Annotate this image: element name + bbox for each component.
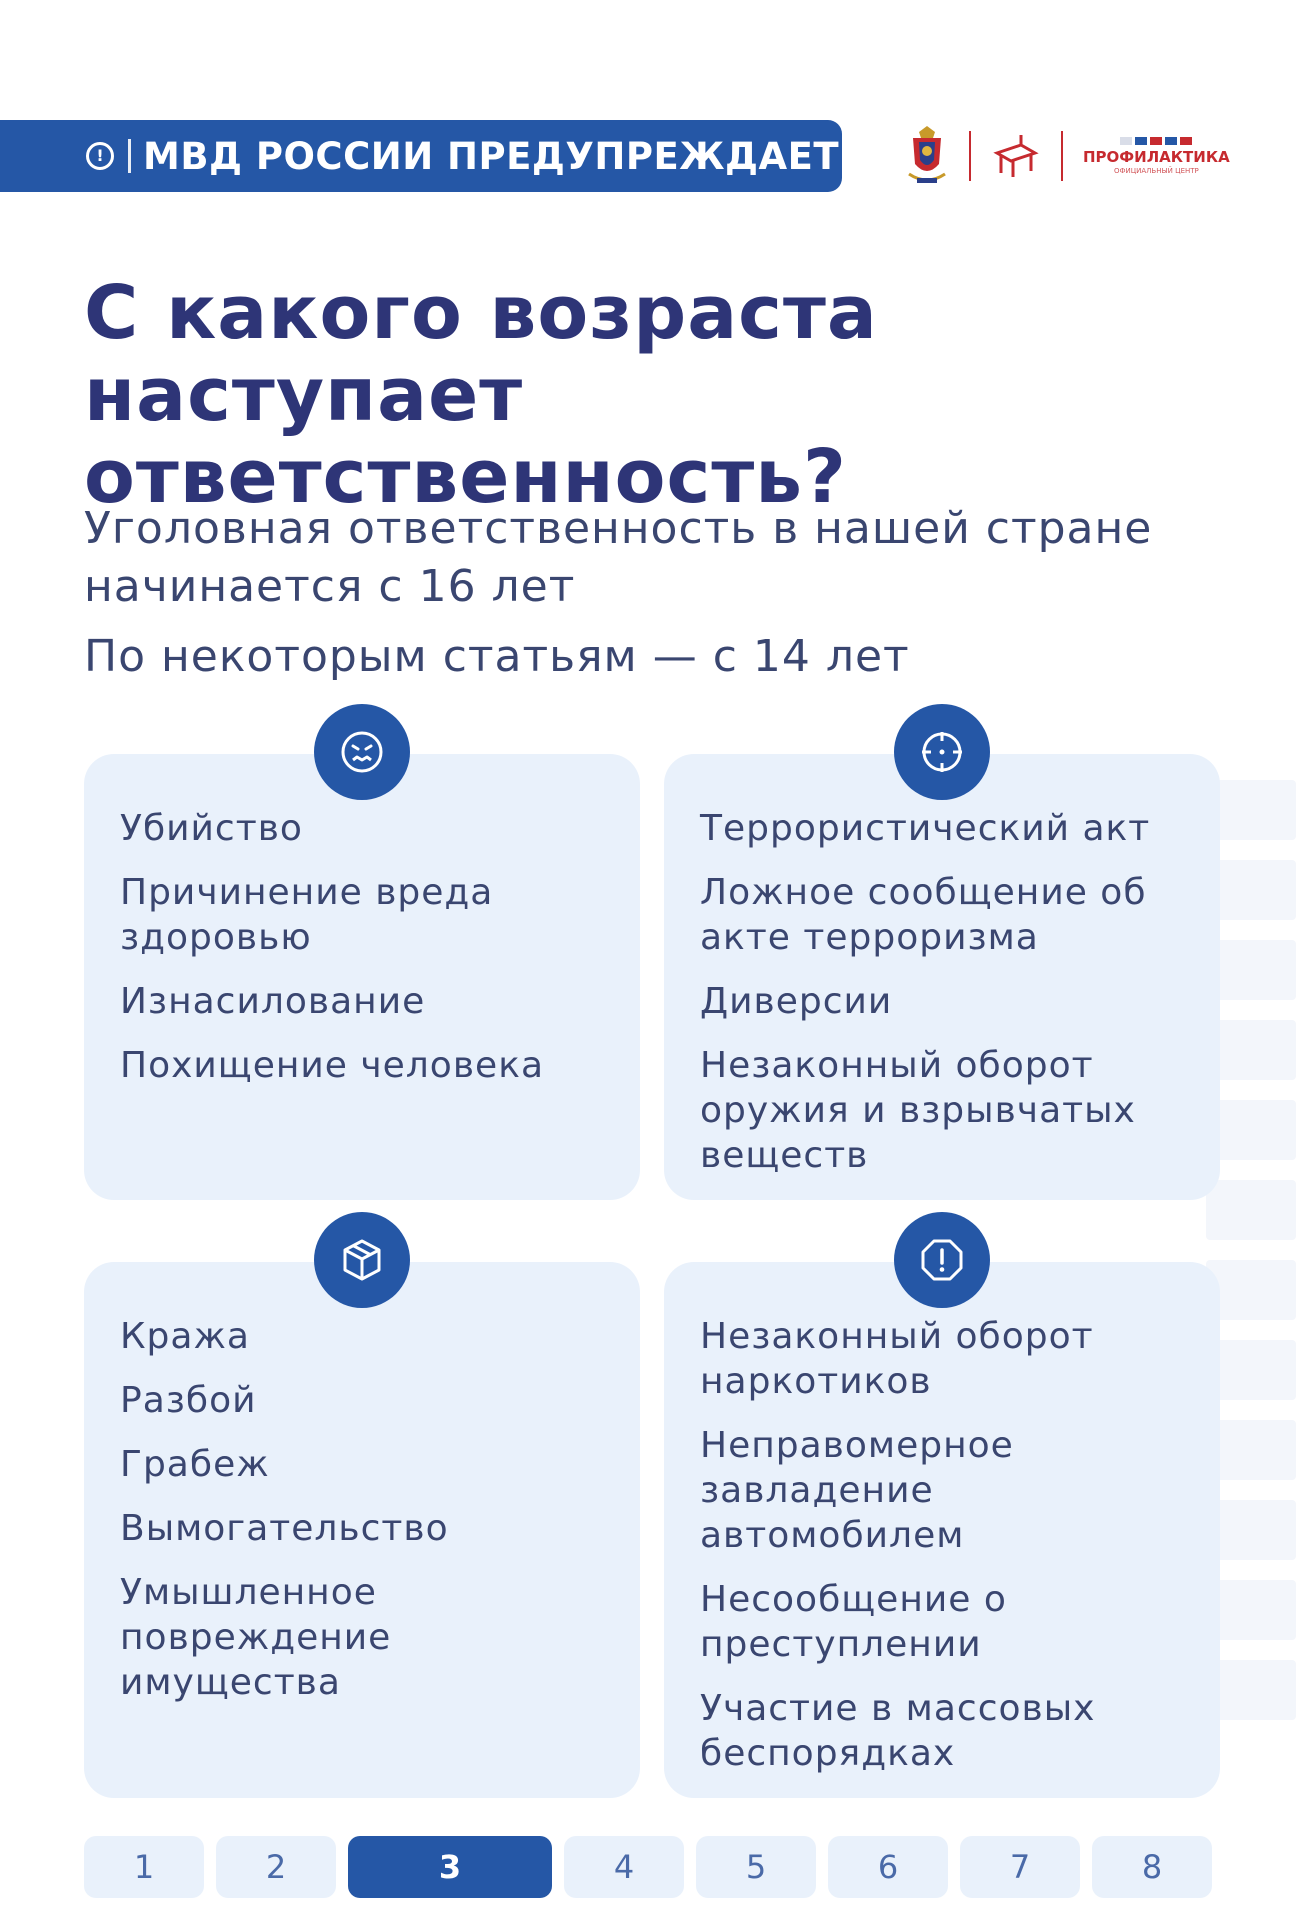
alert-octagon-icon <box>919 1237 965 1283</box>
list-item: Неправомерное завладение автомобилем <box>700 1425 1014 1556</box>
list-item: Диверсии <box>700 981 893 1022</box>
crime-list <box>84 754 640 1088</box>
page-title-line-1: С какого возраста <box>84 270 878 356</box>
intro-line-2: По некоторым статьям — с 14 лет <box>84 631 910 682</box>
partner-logos <box>905 124 1230 188</box>
crime-card-terrorism <box>664 754 1220 1200</box>
crime-list <box>664 754 1220 1178</box>
list-item: Разбой <box>120 1380 257 1421</box>
intro-text <box>84 500 1234 686</box>
card-badge <box>894 704 990 800</box>
header-banner <box>0 120 842 192</box>
list-item: Умышленное повреждение имущества <box>120 1572 392 1703</box>
angry-face-icon <box>339 729 385 775</box>
list-item: Убийство <box>120 808 303 849</box>
crime-card-other <box>664 1262 1220 1798</box>
banner-divider <box>128 139 131 173</box>
page-button-5[interactable]: 5 <box>696 1836 816 1898</box>
page-button-2[interactable]: 2 <box>216 1836 336 1898</box>
page-button-7[interactable]: 7 <box>960 1836 1080 1898</box>
list-item: Ложное сообщение об акте терроризма <box>700 872 1147 958</box>
list-item: Похищение человека <box>120 1045 545 1086</box>
crosshair-icon <box>919 729 965 775</box>
alert-circle-icon: ! <box>86 142 114 170</box>
list-item: Кража <box>120 1316 250 1357</box>
crime-list <box>664 1262 1220 1776</box>
mvd-emblem-icon <box>905 124 949 188</box>
logo-divider <box>1061 131 1063 181</box>
tricolor-bars-icon <box>1120 137 1192 145</box>
list-item: Участие в массовых беспорядках <box>700 1688 1096 1774</box>
pagination <box>84 1836 1212 1898</box>
profilaktika-logo <box>1083 137 1230 175</box>
page-title <box>84 272 1264 518</box>
list-item: Несообщение о преступлении <box>700 1579 1007 1665</box>
page-button-4[interactable]: 4 <box>564 1836 684 1898</box>
card-badge <box>314 704 410 800</box>
list-item: Незаконный оборот наркотиков <box>700 1316 1094 1402</box>
card-badge <box>314 1212 410 1308</box>
crime-card-property <box>84 1262 640 1798</box>
banner-title: МВД РОССИИ ПРЕДУПРЕЖДАЕТ <box>143 134 840 178</box>
list-item: Грабеж <box>120 1444 270 1485</box>
crime-card-violent <box>84 754 640 1200</box>
page-button-3-active[interactable]: 3 <box>348 1836 552 1898</box>
list-item: Изнасилование <box>120 981 426 1022</box>
logo-divider <box>969 131 971 181</box>
page-button-1[interactable]: 1 <box>84 1836 204 1898</box>
package-icon <box>339 1237 385 1283</box>
list-item: Незаконный оборот оружия и взрывчатых веществ <box>700 1045 1136 1176</box>
list-item: Причинение вреда здоровью <box>120 872 494 958</box>
page-button-6[interactable]: 6 <box>828 1836 948 1898</box>
list-item: Террористический акт <box>700 808 1151 849</box>
crime-list <box>84 1262 640 1705</box>
page-title-line-2: наступает ответственность? <box>84 352 847 520</box>
list-item: Вымогательство <box>120 1508 449 1549</box>
page-button-8[interactable]: 8 <box>1092 1836 1212 1898</box>
profilaktika-name: ПРОФИЛАКТИКА <box>1083 148 1230 166</box>
card-badge <box>894 1212 990 1308</box>
profilaktika-subtitle: ОФИЦИАЛЬНЫЙ ЦЕНТР <box>1113 167 1199 175</box>
intro-line-1: Уголовная ответственность в нашей стране начинается с 16 лет <box>84 503 1153 612</box>
red-chair-logo-icon <box>991 131 1041 181</box>
